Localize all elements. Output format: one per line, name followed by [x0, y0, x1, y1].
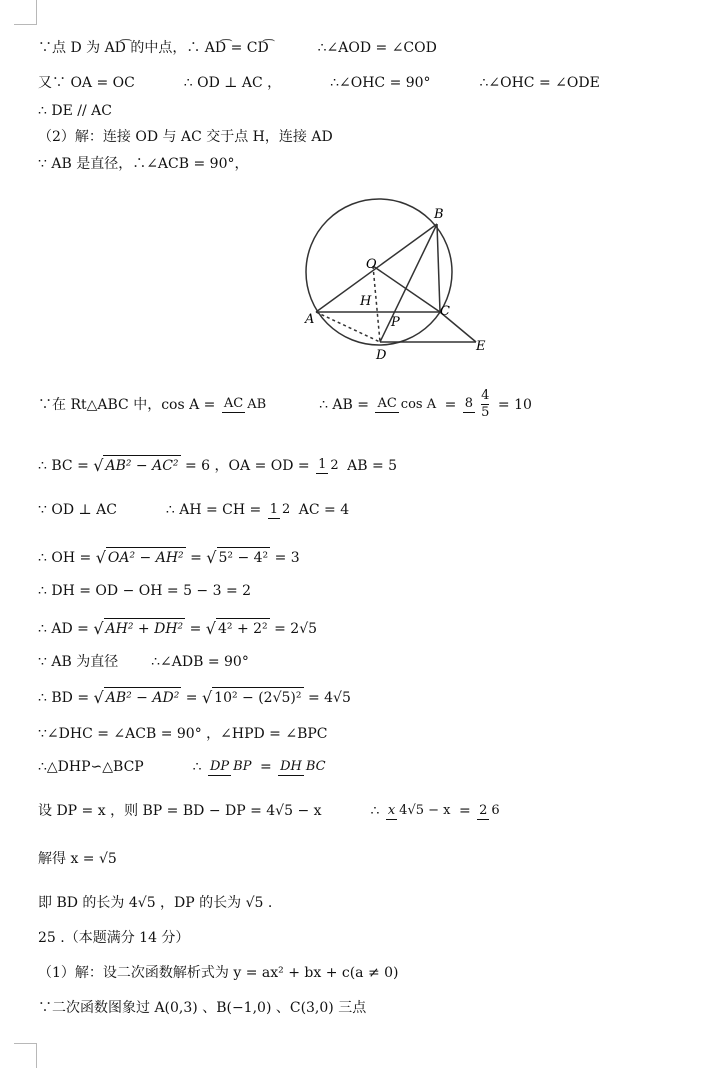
line-19: 25 .（本题满分 14 分）: [38, 930, 190, 946]
line-16: [38, 801, 504, 821]
label-o: O: [366, 257, 377, 272]
text: = 2√5: [274, 620, 318, 637]
text: = 10: [497, 396, 532, 413]
label-e: E: [476, 339, 486, 354]
line-21: ∵二次函数图象过 A(0,3) 、B(−1,0) 、C(3,0) 三点: [38, 1000, 367, 1016]
line-18: 即 BD 的长为 4√5 ，DP 的长为 √5 .: [38, 895, 273, 911]
sqrt-expr: 5² − 4²: [217, 547, 271, 568]
line-10: ∴ DH = OD − OH = 5 − 3 = 2: [38, 583, 252, 599]
segment-od: [373, 266, 380, 342]
text: = 3: [274, 549, 300, 566]
text: = 4√5: [307, 689, 351, 706]
fraction-half: 1 2: [318, 457, 339, 473]
text: ∴∠AOD = ∠COD: [317, 40, 437, 56]
sqrt-expr: AB² − AC²: [103, 455, 180, 476]
text: =: [185, 689, 198, 706]
fraction-x: x 4√5 − x: [387, 802, 451, 818]
fraction-dh-bc: DH BC: [280, 758, 326, 774]
fraction-ac-cosa: AC cos A: [377, 396, 437, 412]
text: ∴: [192, 759, 202, 775]
line-3: ∴ DE // AC: [38, 103, 112, 119]
line-6: [38, 388, 532, 421]
line-5: ∵ AB 是直径，∴∠ACB = 90°，: [38, 156, 249, 172]
line-1: [38, 38, 437, 58]
sqrt-expr: 4² + 2²: [216, 618, 270, 639]
text: =: [190, 549, 202, 566]
fraction-2-6: 2 6: [479, 802, 500, 818]
line-7: ∴ BC = √ AB² − AC² = 6 ，OA = OD = 1 2 AB = 5: [38, 455, 398, 475]
line-14: ∵∠DHC = ∠ACB = 90° ，∠HPD = ∠BPC: [38, 726, 328, 742]
sqrt-expr: AB² − AD²: [104, 687, 182, 708]
text: ∴ OD ⊥ AC ，: [183, 75, 282, 91]
text: =: [259, 759, 272, 775]
text: ∴∠ADB = 90°: [151, 654, 249, 670]
sqrt-expr: OA² − AH²: [106, 547, 186, 568]
fraction-8-over-4-5: 8 $\frac{4}{5}$: [464, 388, 490, 420]
text: ∴∠OHC = 90°: [330, 75, 431, 91]
text: AC = 4: [298, 502, 350, 518]
sqrt-expr: 10² − (2√5)²: [212, 687, 303, 708]
line-8: [38, 500, 349, 520]
label-c: C: [440, 304, 450, 319]
label-p: P: [391, 315, 400, 330]
text: ∴∠OHC = ∠ODE: [479, 75, 600, 91]
page-corner-top: [14, 0, 37, 25]
label-d: D: [376, 348, 387, 363]
text: ∴△DHP∽△BCP: [38, 759, 144, 775]
text: 设 DP = x ，则 BP = BD − DP = 4√5 − x: [38, 803, 322, 819]
fraction-half: 1 2: [269, 501, 291, 517]
line-2: [38, 73, 600, 93]
line-12: [38, 652, 249, 672]
sqrt-expr: AH² + DH²: [104, 618, 186, 639]
line-17: 解得 x = √5: [38, 851, 117, 867]
label-b: B: [434, 207, 444, 222]
text: = 6 ，OA = OD =: [185, 457, 310, 474]
text: 又∵ OA = OC: [38, 75, 135, 91]
segment-oc: [373, 266, 440, 312]
segment-ab: [316, 224, 437, 312]
line-13: ∴ BD = √ AB² − AD² = √ 10² − (2√5)² = 4√5: [38, 687, 351, 707]
text: =: [189, 620, 202, 637]
text: =: [444, 396, 457, 413]
label-a: A: [305, 312, 315, 327]
text: ∴ OH =: [38, 549, 92, 566]
line-9: ∴ OH = √ OA² − AH² = √ 5² − 4² = 3: [38, 547, 300, 567]
line-11: ∴ AD = √ AH² + DH² = √ 4² + 2² = 2√5: [38, 618, 318, 638]
text: ∴ AD =: [38, 620, 89, 637]
text: ∴: [370, 803, 380, 819]
text: ∵点 D 为 AD͡ 的中点，∴ AD͡ = CD͡: [38, 40, 269, 56]
label-h: H: [360, 294, 372, 309]
fraction-ac-ab: AC AB: [223, 396, 267, 412]
line-15: [38, 757, 330, 777]
segment-ad: [316, 312, 380, 342]
line-4: （2）解：连接 OD 与 AC 交于点 H，连接 AD: [38, 129, 333, 145]
text: ∵ AB 为直径: [38, 654, 119, 670]
page-corner-bottom: [14, 1043, 37, 1068]
text: ∴ BD =: [38, 689, 90, 706]
segment-bc: [437, 224, 440, 312]
text: ∴ BC =: [38, 457, 89, 474]
segment-ce: [440, 312, 476, 342]
text: =: [458, 803, 471, 819]
segment-bd: [380, 224, 437, 342]
circle: [306, 199, 452, 345]
text: AB = 5: [347, 457, 398, 474]
text: ∵ OD ⊥ AC: [38, 502, 117, 518]
text: ∵在 Rt△ABC 中，cos A =: [38, 396, 216, 413]
line-20: （1）解：设二次函数解析式为 y = ax² + bx + c(a ≠ 0): [38, 965, 399, 981]
text: ∴ AB =: [319, 396, 369, 413]
text: ∴ AH = CH =: [165, 502, 262, 518]
fraction-dp-bp: DP BP: [210, 758, 252, 774]
